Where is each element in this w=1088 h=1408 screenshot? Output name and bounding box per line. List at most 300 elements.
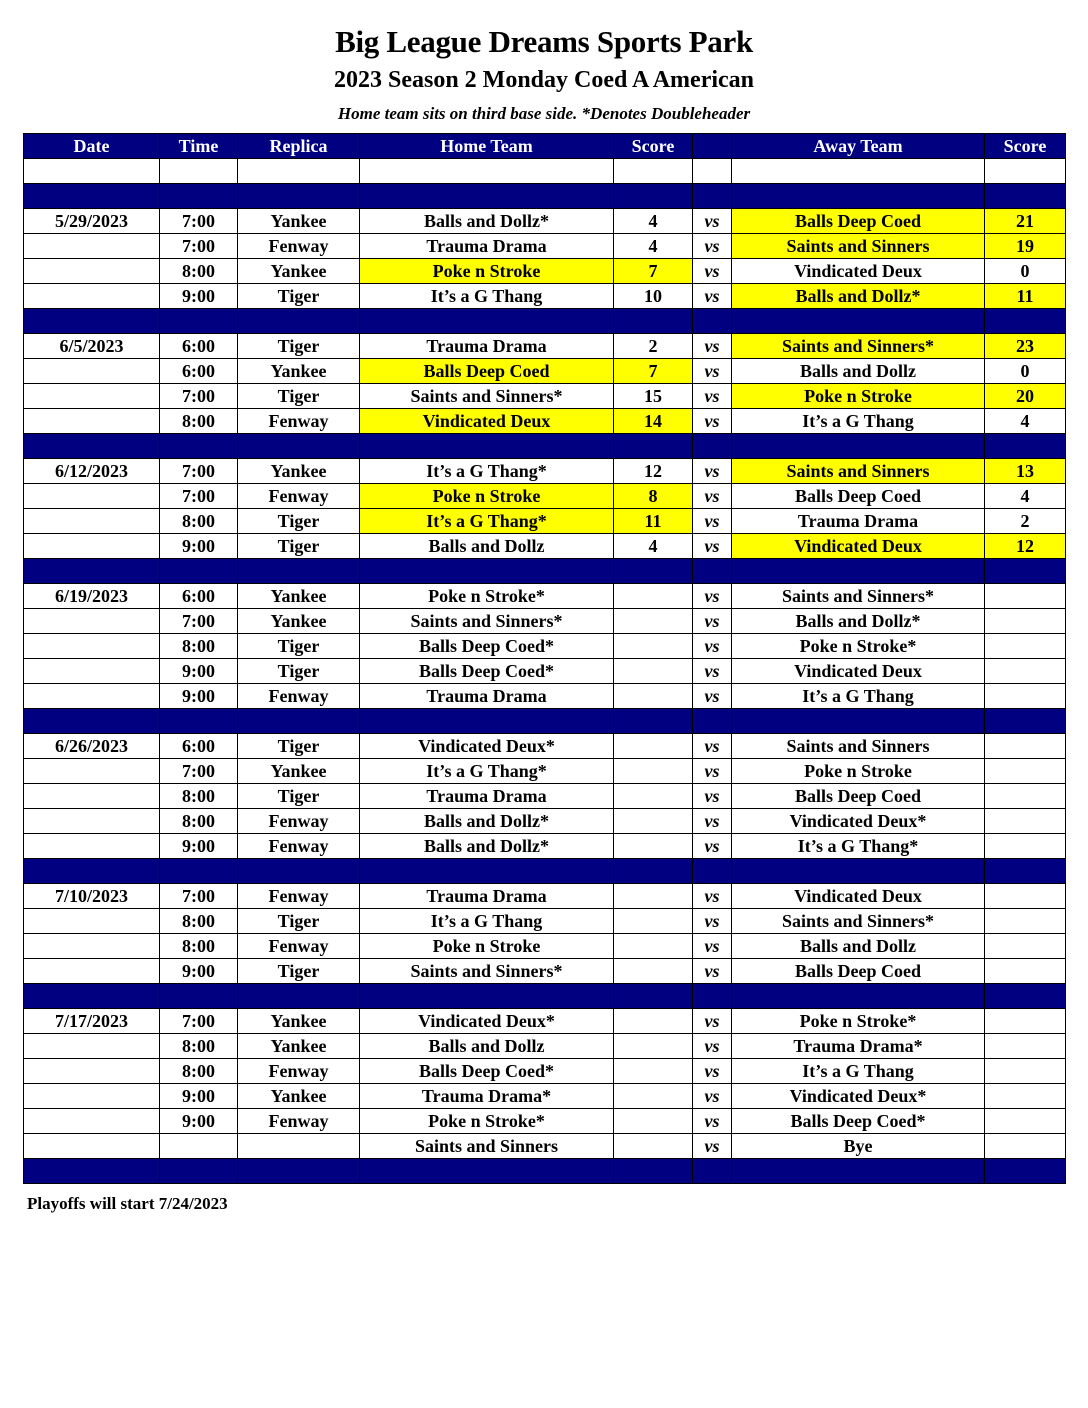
col-header-date: Date [24, 134, 160, 159]
game-replica: Tiger [238, 534, 360, 559]
table-row [24, 809, 1066, 834]
home-score [614, 909, 693, 934]
vs-label: vs [693, 1009, 732, 1034]
vs-label: vs [693, 1134, 732, 1159]
away-score [985, 684, 1066, 709]
game-time: 8:00 [160, 634, 238, 659]
table-row [24, 684, 1066, 709]
away-score [985, 759, 1066, 784]
away-team: Saints and Sinners [732, 459, 985, 484]
away-score [985, 1059, 1066, 1084]
vs-label: vs [693, 384, 732, 409]
home-score [614, 609, 693, 634]
empty-cell [693, 159, 732, 184]
empty-cell [693, 709, 732, 734]
table-row [24, 1009, 1066, 1034]
vs-label: vs [693, 359, 732, 384]
page-subtitle: 2023 Season 2 Monday Coed A American [333, 67, 755, 93]
game-replica: Fenway [238, 1059, 360, 1084]
away-team: Vindicated Deux [732, 259, 985, 284]
game-replica: Fenway [238, 1109, 360, 1134]
empty-cell [693, 984, 732, 1009]
vs-label: vs [693, 1109, 732, 1134]
game-time: 8:00 [160, 934, 238, 959]
empty-cell [238, 309, 360, 334]
game-replica: Yankee [238, 459, 360, 484]
game-date [24, 359, 160, 384]
game-time: 9:00 [160, 1084, 238, 1109]
blank-row [24, 159, 1066, 184]
away-team: Balls Deep Coed [732, 784, 985, 809]
away-team: Poke n Stroke* [732, 1009, 985, 1034]
away-score [985, 909, 1066, 934]
empty-cell [985, 984, 1066, 1009]
empty-cell [985, 434, 1066, 459]
empty-cell [160, 559, 238, 584]
away-score [985, 734, 1066, 759]
table-row [24, 234, 1066, 259]
table-row [24, 259, 1066, 284]
away-score [985, 884, 1066, 909]
game-time: 9:00 [160, 959, 238, 984]
game-time: 6:00 [160, 734, 238, 759]
home-team: Saints and Sinners* [360, 609, 614, 634]
game-replica: Tiger [238, 959, 360, 984]
home-team: It’s a G Thang [360, 909, 614, 934]
home-score [614, 1134, 693, 1159]
away-team: It’s a G Thang [732, 1059, 985, 1084]
home-team: Saints and Sinners* [360, 959, 614, 984]
away-team: Balls and Dollz [732, 934, 985, 959]
game-time: 6:00 [160, 334, 238, 359]
home-score: 15 [614, 384, 693, 409]
col-header-away-score: Score [985, 134, 1066, 159]
home-team: Vindicated Deux [360, 409, 614, 434]
vs-label: vs [693, 609, 732, 634]
home-team: Poke n Stroke [360, 934, 614, 959]
game-replica: Fenway [238, 809, 360, 834]
empty-cell [24, 984, 160, 1009]
game-replica: Yankee [238, 359, 360, 384]
away-score: 0 [985, 359, 1066, 384]
game-replica [238, 1134, 360, 1159]
home-team: Balls and Dollz [360, 1034, 614, 1059]
empty-cell [160, 984, 238, 1009]
vs-label: vs [693, 634, 732, 659]
game-time: 7:00 [160, 484, 238, 509]
away-score [985, 784, 1066, 809]
empty-cell [985, 309, 1066, 334]
empty-cell [238, 184, 360, 209]
game-replica: Tiger [238, 909, 360, 934]
home-team: Balls Deep Coed* [360, 659, 614, 684]
col-header-home-team: Home Team [360, 134, 614, 159]
game-replica: Tiger [238, 284, 360, 309]
empty-cell [732, 559, 985, 584]
away-score: 19 [985, 234, 1066, 259]
game-time: 7:00 [160, 209, 238, 234]
vs-label: vs [693, 959, 732, 984]
empty-cell [732, 709, 985, 734]
col-header-replica: Replica [238, 134, 360, 159]
game-time: 9:00 [160, 684, 238, 709]
home-score [614, 784, 693, 809]
week-separator-row [24, 184, 1066, 209]
table-row [24, 459, 1066, 484]
vs-label: vs [693, 834, 732, 859]
away-team: Poke n Stroke [732, 384, 985, 409]
empty-cell [160, 1159, 238, 1184]
table-row [24, 909, 1066, 934]
vs-label: vs [693, 884, 732, 909]
table-row [24, 659, 1066, 684]
game-time: 7:00 [160, 884, 238, 909]
game-replica: Yankee [238, 609, 360, 634]
home-team: Poke n Stroke* [360, 1109, 614, 1134]
home-team: Vindicated Deux* [360, 734, 614, 759]
away-team: Vindicated Deux [732, 659, 985, 684]
empty-cell [24, 709, 160, 734]
empty-cell [732, 859, 985, 884]
away-score [985, 1134, 1066, 1159]
away-team: It’s a G Thang [732, 684, 985, 709]
table-row [24, 784, 1066, 809]
home-team: Trauma Drama [360, 684, 614, 709]
game-time: 7:00 [160, 234, 238, 259]
game-date [24, 384, 160, 409]
game-replica: Tiger [238, 734, 360, 759]
away-team: Balls and Dollz* [732, 609, 985, 634]
vs-label: vs [693, 909, 732, 934]
game-date [24, 659, 160, 684]
vs-label: vs [693, 784, 732, 809]
away-team: Saints and Sinners* [732, 909, 985, 934]
home-team: It’s a G Thang [360, 284, 614, 309]
week-separator-row [24, 984, 1066, 1009]
table-row [24, 334, 1066, 359]
away-team: Balls Deep Coed [732, 959, 985, 984]
game-date [24, 834, 160, 859]
away-score [985, 959, 1066, 984]
home-team: Balls Deep Coed* [360, 634, 614, 659]
home-score [614, 734, 693, 759]
game-date [24, 784, 160, 809]
table-row [24, 1134, 1066, 1159]
vs-label: vs [693, 684, 732, 709]
game-date [24, 1034, 160, 1059]
vs-label: vs [693, 334, 732, 359]
game-date [24, 1134, 160, 1159]
home-score: 8 [614, 484, 693, 509]
week-separator-row [24, 559, 1066, 584]
table-row [24, 359, 1066, 384]
game-replica: Tiger [238, 784, 360, 809]
game-replica: Fenway [238, 484, 360, 509]
home-team: It’s a G Thang* [360, 759, 614, 784]
away-team: Saints and Sinners [732, 234, 985, 259]
vs-label: vs [693, 584, 732, 609]
empty-cell [732, 984, 985, 1009]
empty-cell [732, 1159, 985, 1184]
home-team: Trauma Drama [360, 784, 614, 809]
home-team: Balls and Dollz [360, 534, 614, 559]
away-team: Vindicated Deux* [732, 809, 985, 834]
empty-cell [24, 309, 160, 334]
empty-cell [360, 159, 614, 184]
empty-cell [238, 159, 360, 184]
game-replica: Yankee [238, 584, 360, 609]
empty-cell [238, 434, 360, 459]
week-separator-row [24, 1159, 1066, 1184]
away-team: Bye [732, 1134, 985, 1159]
game-time: 8:00 [160, 259, 238, 284]
away-score [985, 1084, 1066, 1109]
vs-label: vs [693, 934, 732, 959]
empty-cell [360, 984, 614, 1009]
empty-cell [732, 184, 985, 209]
away-team: Vindicated Deux* [732, 1084, 985, 1109]
game-date: 7/17/2023 [24, 1009, 160, 1034]
away-score: 4 [985, 484, 1066, 509]
game-date: 5/29/2023 [24, 209, 160, 234]
game-date [24, 409, 160, 434]
game-time: 7:00 [160, 459, 238, 484]
away-score: 13 [985, 459, 1066, 484]
away-score [985, 1009, 1066, 1034]
game-replica: Fenway [238, 934, 360, 959]
away-score [985, 584, 1066, 609]
home-score: 12 [614, 459, 693, 484]
schedule-body [24, 159, 1066, 1184]
empty-cell [985, 709, 1066, 734]
game-date [24, 1084, 160, 1109]
table-row [24, 284, 1066, 309]
home-team: It’s a G Thang* [360, 459, 614, 484]
empty-cell [360, 559, 614, 584]
home-score [614, 1034, 693, 1059]
game-time: 6:00 [160, 359, 238, 384]
home-team: Trauma Drama [360, 884, 614, 909]
game-date [24, 684, 160, 709]
home-score [614, 834, 693, 859]
vs-label: vs [693, 734, 732, 759]
vs-label: vs [693, 1059, 732, 1084]
empty-cell [693, 309, 732, 334]
away-score: 20 [985, 384, 1066, 409]
week-separator-row [24, 434, 1066, 459]
empty-cell [614, 309, 693, 334]
game-replica: Yankee [238, 259, 360, 284]
home-score: 7 [614, 259, 693, 284]
empty-cell [614, 434, 693, 459]
game-date [24, 509, 160, 534]
home-score [614, 634, 693, 659]
empty-cell [360, 184, 614, 209]
game-replica: Fenway [238, 884, 360, 909]
game-time: 7:00 [160, 1009, 238, 1034]
playoffs-note: Playoffs will start 7/24/2023 [27, 1194, 228, 1213]
table-row [24, 534, 1066, 559]
home-team: It’s a G Thang* [360, 509, 614, 534]
home-score: 10 [614, 284, 693, 309]
empty-cell [985, 559, 1066, 584]
game-replica: Yankee [238, 209, 360, 234]
home-score [614, 584, 693, 609]
away-team: Trauma Drama* [732, 1034, 985, 1059]
away-team: Vindicated Deux [732, 884, 985, 909]
game-time [160, 1134, 238, 1159]
empty-cell [24, 434, 160, 459]
game-date: 6/12/2023 [24, 459, 160, 484]
home-score [614, 884, 693, 909]
vs-label: vs [693, 659, 732, 684]
empty-cell [985, 1159, 1066, 1184]
empty-cell [160, 159, 238, 184]
vs-label: vs [693, 484, 732, 509]
table-row [24, 409, 1066, 434]
empty-cell [693, 1159, 732, 1184]
empty-cell [693, 859, 732, 884]
away-team: Balls and Dollz [732, 359, 985, 384]
table-row [24, 509, 1066, 534]
away-score [985, 634, 1066, 659]
vs-label: vs [693, 759, 732, 784]
game-date [24, 809, 160, 834]
game-replica: Tiger [238, 384, 360, 409]
game-time: 8:00 [160, 1034, 238, 1059]
home-team: Poke n Stroke* [360, 584, 614, 609]
game-date [24, 609, 160, 634]
week-separator-row [24, 309, 1066, 334]
home-team: Trauma Drama* [360, 1084, 614, 1109]
table-row [24, 1034, 1066, 1059]
home-score [614, 1059, 693, 1084]
empty-cell [614, 559, 693, 584]
home-team: Poke n Stroke [360, 484, 614, 509]
game-time: 9:00 [160, 834, 238, 859]
home-team: Poke n Stroke [360, 259, 614, 284]
away-team: Balls Deep Coed [732, 209, 985, 234]
vs-label: vs [693, 509, 732, 534]
table-row [24, 1109, 1066, 1134]
home-score: 4 [614, 209, 693, 234]
table-row [24, 959, 1066, 984]
away-score [985, 934, 1066, 959]
home-team: Balls and Dollz* [360, 834, 614, 859]
game-date [24, 534, 160, 559]
empty-cell [360, 1159, 614, 1184]
table-row [24, 609, 1066, 634]
game-replica: Tiger [238, 659, 360, 684]
table-row [24, 934, 1066, 959]
table-row [24, 1059, 1066, 1084]
empty-cell [614, 159, 693, 184]
empty-cell [985, 184, 1066, 209]
empty-cell [238, 984, 360, 1009]
away-score [985, 834, 1066, 859]
col-header-home-score: Score [614, 134, 693, 159]
away-team: Balls Deep Coed [732, 484, 985, 509]
game-date [24, 484, 160, 509]
away-score: 12 [985, 534, 1066, 559]
empty-cell [160, 434, 238, 459]
game-replica: Yankee [238, 1009, 360, 1034]
empty-cell [238, 1159, 360, 1184]
game-replica: Tiger [238, 509, 360, 534]
vs-label: vs [693, 409, 732, 434]
empty-cell [614, 984, 693, 1009]
header-row [24, 134, 1066, 159]
away-team: Saints and Sinners [732, 734, 985, 759]
game-time: 7:00 [160, 759, 238, 784]
away-score: 11 [985, 284, 1066, 309]
away-score: 23 [985, 334, 1066, 359]
game-date [24, 1109, 160, 1134]
game-date [24, 259, 160, 284]
home-score: 11 [614, 509, 693, 534]
empty-cell [238, 559, 360, 584]
game-date [24, 234, 160, 259]
home-score: 7 [614, 359, 693, 384]
home-score [614, 934, 693, 959]
away-team: Poke n Stroke* [732, 634, 985, 659]
away-team: Saints and Sinners* [732, 334, 985, 359]
game-date [24, 959, 160, 984]
game-replica: Fenway [238, 684, 360, 709]
vs-label: vs [693, 459, 732, 484]
week-separator-row [24, 709, 1066, 734]
page-title: Big League Dreams Sports Park [335, 24, 753, 59]
empty-cell [238, 859, 360, 884]
game-date [24, 759, 160, 784]
empty-cell [985, 159, 1066, 184]
game-date: 6/5/2023 [24, 334, 160, 359]
game-time: 8:00 [160, 809, 238, 834]
away-score [985, 1109, 1066, 1134]
game-date [24, 284, 160, 309]
vs-label: vs [693, 1084, 732, 1109]
game-replica: Fenway [238, 834, 360, 859]
game-date: 6/26/2023 [24, 734, 160, 759]
away-team: Poke n Stroke [732, 759, 985, 784]
game-replica: Tiger [238, 334, 360, 359]
home-team: Saints and Sinners* [360, 384, 614, 409]
empty-cell [360, 709, 614, 734]
empty-cell [160, 184, 238, 209]
vs-label: vs [693, 234, 732, 259]
empty-cell [732, 159, 985, 184]
away-team: Balls and Dollz* [732, 284, 985, 309]
away-score: 4 [985, 409, 1066, 434]
home-team: Balls and Dollz* [360, 809, 614, 834]
game-time: 7:00 [160, 384, 238, 409]
vs-label: vs [693, 259, 732, 284]
home-score [614, 809, 693, 834]
game-replica: Yankee [238, 759, 360, 784]
vs-label: vs [693, 534, 732, 559]
empty-cell [693, 184, 732, 209]
schedule-table [23, 133, 1066, 1184]
col-header-away-team: Away Team [732, 134, 985, 159]
schedule-note: Home team sits on third base side. *Denotes Doubleheader [337, 104, 751, 123]
home-score [614, 1009, 693, 1034]
game-time: 9:00 [160, 284, 238, 309]
empty-cell [360, 859, 614, 884]
game-date [24, 909, 160, 934]
game-time: 8:00 [160, 509, 238, 534]
vs-label: vs [693, 209, 732, 234]
game-date [24, 1059, 160, 1084]
